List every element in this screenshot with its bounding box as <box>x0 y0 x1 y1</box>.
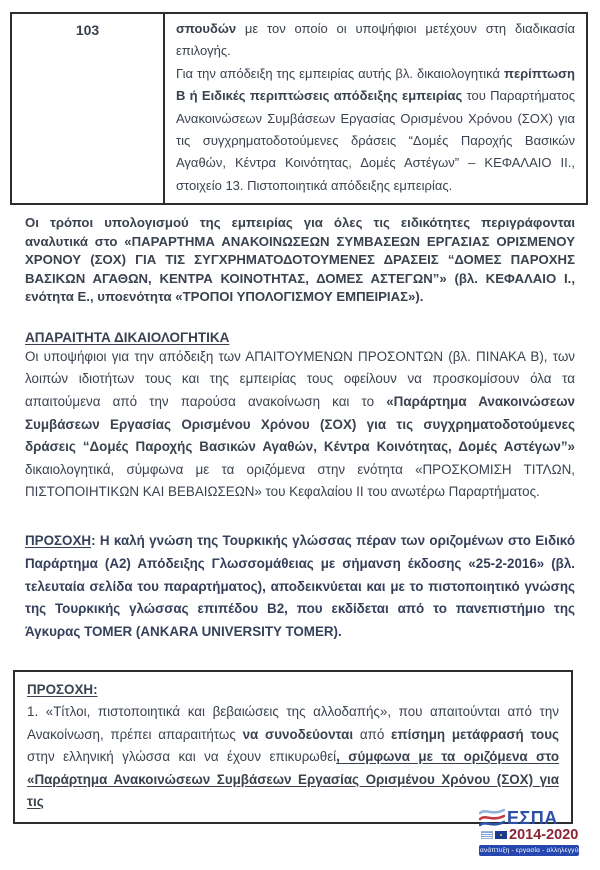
experience-calculation-paragraph: Οι τρόποι υπολογισμού της εμπειρίας για όλες τις ειδικότητες περιγράφονται αναλυτικά στο «ΠΑΡΑΡΤΗΜΑ ΑΝΑΚΟΙΝΩΣΕΩΝ ΣΥΜΒΑΣΕΩΝ ΕΡΓΑΣΙΑΣ ΟΡΙΣΜΕΝΟΥ ΧΡΟΝΟΥ (ΣΟΧ) ΓΙΑ ΤΙΣ ΣΥΓΧΡΗΜΑΤΟΔΟΤΟΥΜΕΝΕΣ ΔΡΑΣΕΙΣ “ΔΟΜΕΣ ΠΑΡΟΧΗΣ ΒΑΣΙΚΩΝ ΑΓΑΘΩΝ, ΚΕΝΤΡΑ ΚΟΙΝΟΤΗΤΑΣ, ΔΟΜΕΣ ΑΣΤΕΓΩΝ”» (βλ. ΚΕΦΑΛΑΙΟ Ι., ενότητα Ε., υποενότητα «ΤΡΟΠΟΙ ΥΠΟΛΟΓΙΣΜΟΥ ΕΜΠΕΙΡΙΑΣ»). <box>25 215 575 305</box>
cell-p2-pre: Για την απόδειξη της εμπειρίας αυτής βλ. δικαιολογητικά <box>176 65 504 81</box>
espa-logo <box>479 808 583 856</box>
box-seg-6: , σύμφωνα με τα οριζόμενα στο «Παράρτημα Ανακοινώσεων Συμβάσεων Εργασίας Ορισμένου Χρόνου (ΣΟΧ) για τις <box>27 749 559 809</box>
espa-tagline-banner: ανάπτυξη - εργασία - αλληλεγγύη <box>480 847 583 854</box>
docs-rest: δικαιολογητικά, σύμφωνα με τα οριζόμενα στην ενότητα «ΠΡΟΣΚΟΜΙΣΗ ΤΙΤΛΩΝ, ΠΙΣΤΟΠΟΙΗΤΙΚΩΝ ΚΑΙ ΒΕΒΑΙΩΣΕΩΝ» του Κεφαλαίου ΙΙ του ανωτέρω Παραρτήματος. <box>25 461 575 500</box>
cell-paragraph-2 <box>176 63 575 197</box>
attention-language-paragraph <box>25 530 575 644</box>
cell-p2-bold: περίπτωση Β ή Ειδικές περιπτώσεις απόδειξης εμπειρίας <box>176 65 575 104</box>
greek-flag-icon <box>481 831 493 839</box>
table-text-cell <box>165 14 586 203</box>
box-seg-4: επίσημη μετάφρασή τους <box>391 726 559 742</box>
box-seg-2: να συνοδεύονται <box>242 726 354 742</box>
attention-box <box>13 670 573 824</box>
cell-p1-bold: σπουδών <box>176 21 237 36</box>
attention-box-heading: ΠΡΟΣΟΧΗ: <box>27 681 98 697</box>
eu-flag-icon <box>495 831 507 839</box>
attention-text: : Η καλή γνώση της Τουρκικής γλώσσας πέραν των οριζομένων στο Ειδικό Παράρτημα (Α2) Απόδειξης Γλωσσομάθειας με σήμανση έκδοσης «25-2-2016» (βλ. τελευταία σελίδα του παραρτήματος), αποδεικνύεται και με το πιστοποιητικό γνώσης της Τουρκικής γλώσσας επιπέδου Β2, που εκδίδεται από το πανεπιστήμιο της Άγκυρας TOMER (ANKARA UNIVERSITY TOMER). <box>25 532 575 640</box>
attention-label: ΠΡΟΣΟΧΗ <box>25 532 92 548</box>
espa-logo-middle <box>479 827 579 843</box>
required-documents-paragraph <box>25 346 575 504</box>
required-documents-heading: ΑΠΑΡΑΙΤΗΤΑ ΔΙΚΑΙΟΛΟΓΗΤΙΚΑ <box>25 329 230 345</box>
cell-p2-rest: του Παραρτήματος Ανακοινώσεων Συμβάσεων Εργασίας Ορισμένου Χρόνου (ΣΟΧ) για τις συγχρηματοδοτούμενες δράσεις “Δομές Παροχής Βασικών Αγαθών, Κέντρα Κοινότητας, Δομές Αστέγων” – ΚΕΦΑΛΑΙΟ ΙΙ., στοιχείο 13. Πιστοποιητικά απόδειξης εμπειρίας. <box>176 88 575 193</box>
cell-p1-rest: με τον οποίο οι υποψήφιοι μετέχουν στη διαδικασία επιλογής. <box>176 21 575 59</box>
table-code-cell <box>12 14 165 203</box>
espa-wordmark: ΕΣΠΑ <box>507 808 558 828</box>
box-seg-3: από <box>353 726 392 742</box>
attention-box-body <box>27 701 559 813</box>
box-seg-1: 1. «Τίτλοι, πιστοποιητικά και βεβαιώσεις της αλλοδαπής», που απαιτούνται από την Ανακοίνωση, πρέπει απαραιτήτως <box>27 704 559 742</box>
box-seg-5: στην ελληνική γλώσσα και να έχουν επικυρωθεί <box>27 749 337 765</box>
docs-pre: Οι υποψήφιοι για την απόδειξη των ΑΠΑΙΤΟΥΜΕΝΩΝ ΠΡΟΣΟΝΤΩΝ (βλ. ΠΙΝΑΚΑ Β), των λοιπών ιδιοτήτων τους και της εμπειρίας τους οφείλουν να προσκομίσουν όλα τα απαιτούμενα από την παρούσα ανακοίνωση και το <box>25 348 575 409</box>
docs-bold: «Παράρτημα Ανακοινώσεων Συμβάσεων Εργασίας Ορισμένου Χρόνου (ΣΟΧ) για τις συγχρηματοδοτούμενες δράσεις “Δομές Παροχής Βασικών Αγαθών, Κέντρα Κοινότητας, Δομές Αστέγων”» <box>25 393 576 455</box>
espa-waves-icon <box>479 808 505 828</box>
code-value: 103 <box>75 22 100 38</box>
cell-paragraph-1 <box>176 18 575 63</box>
espa-logo-top <box>479 808 579 828</box>
experience-table <box>10 12 588 205</box>
espa-period: 2014-2020 <box>509 827 579 843</box>
